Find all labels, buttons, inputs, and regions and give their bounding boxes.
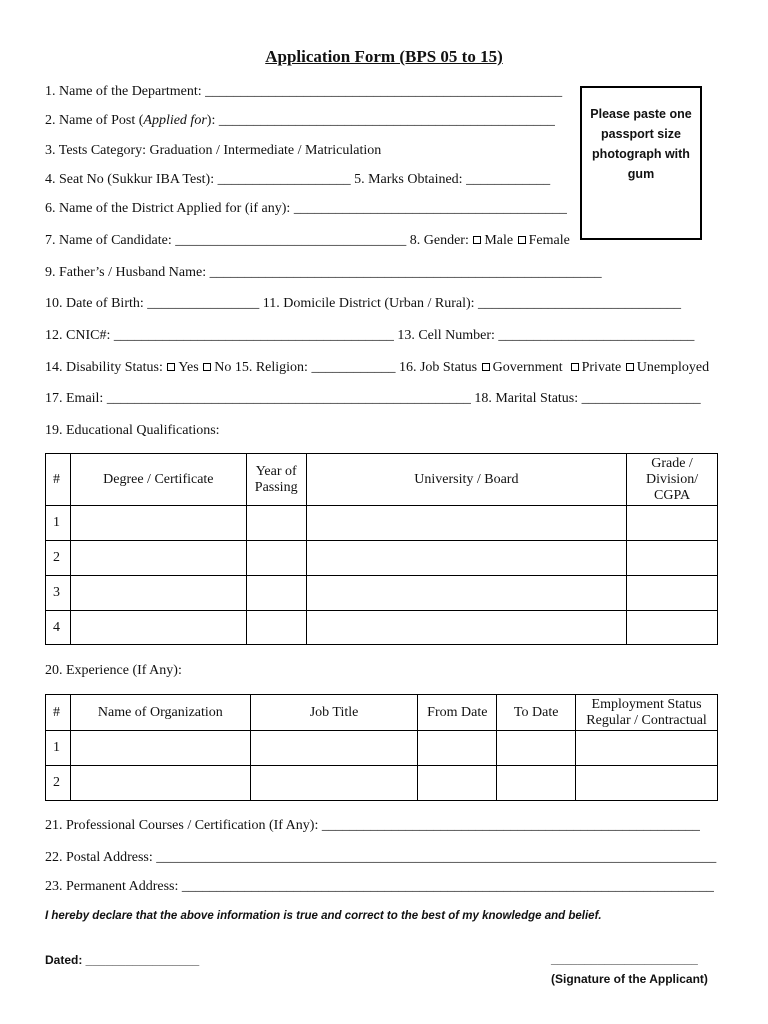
photo-instructions: Please paste one passport size photograph with gum bbox=[590, 107, 692, 181]
table-row bbox=[46, 576, 718, 611]
degree-cell[interactable] bbox=[70, 506, 246, 541]
job-private-label: Private bbox=[581, 360, 622, 375]
from-date-cell[interactable] bbox=[418, 766, 497, 801]
organization-cell[interactable] bbox=[70, 731, 250, 766]
father-husband-field[interactable]: 9. Father’s / Husband Name: ________________________________________________________ bbox=[45, 265, 602, 280]
experience-header-row bbox=[46, 695, 718, 731]
grade-cell[interactable] bbox=[627, 506, 718, 541]
edu-col-grade: Grade / Division/ CGPA bbox=[627, 454, 718, 506]
photo-box bbox=[580, 86, 702, 240]
degree-cell[interactable] bbox=[70, 611, 246, 645]
disability-no-religion-label: No 15. Religion: ____________ 16. Job Status bbox=[214, 360, 481, 375]
grade-cell[interactable] bbox=[627, 611, 718, 645]
year-cell[interactable] bbox=[246, 541, 306, 576]
dated-label: Dated: bbox=[45, 953, 83, 967]
edu-col-number: # bbox=[46, 454, 71, 506]
candidate-gender-field[interactable] bbox=[45, 233, 570, 249]
to-date-cell[interactable] bbox=[497, 731, 576, 766]
to-date-cell[interactable] bbox=[497, 766, 576, 801]
row-number: 2 bbox=[46, 766, 71, 801]
dated-field[interactable] bbox=[45, 953, 199, 967]
row-number: 3 bbox=[46, 576, 71, 611]
university-cell[interactable] bbox=[306, 576, 626, 611]
disability-label: 14. Disability Status: bbox=[45, 360, 167, 375]
exp-col-organization: Name of Organization bbox=[70, 695, 250, 731]
gender-male-checkbox[interactable] bbox=[473, 236, 481, 244]
cnic-cell-field[interactable]: 12. CNIC#: ________________________________________ 13. Cell Number: ____________________________ bbox=[45, 328, 695, 343]
organization-cell[interactable] bbox=[70, 766, 250, 801]
row-number: 1 bbox=[46, 506, 71, 541]
permanent-address-field[interactable]: 23. Permanent Address: ____________________________________________________________________________ bbox=[45, 879, 714, 894]
from-date-cell[interactable] bbox=[418, 731, 497, 766]
exp-col-employment-status: Employment Status Regular / Contractual bbox=[576, 695, 718, 731]
exp-col-job-title: Job Title bbox=[250, 695, 418, 731]
education-header-row bbox=[46, 454, 718, 506]
department-field[interactable]: 1. Name of the Department: ___________________________________________________ bbox=[45, 84, 563, 99]
university-cell[interactable] bbox=[306, 611, 626, 645]
job-title-cell[interactable] bbox=[250, 766, 418, 801]
status-cell[interactable] bbox=[576, 731, 718, 766]
signature-line[interactable]: ______________________ bbox=[551, 952, 698, 966]
row-number: 1 bbox=[46, 731, 71, 766]
university-cell[interactable] bbox=[306, 541, 626, 576]
gender-male-label: Male bbox=[484, 233, 514, 248]
signature-label: (Signature of the Applicant) bbox=[551, 972, 708, 986]
district-applied-field[interactable]: 6. Name of the District Applied for (if any): _______________________________________ bbox=[45, 201, 567, 216]
experience-table bbox=[45, 694, 718, 801]
dated-line: _________________ bbox=[82, 953, 200, 967]
disability-religion-job-field[interactable] bbox=[45, 360, 709, 376]
job-private-checkbox[interactable] bbox=[571, 363, 579, 371]
disability-no-checkbox[interactable] bbox=[203, 363, 211, 371]
candidate-name-label: 7. Name of Candidate: _________________________________ 8. Gender: bbox=[45, 233, 473, 248]
degree-cell[interactable] bbox=[70, 576, 246, 611]
disability-yes-checkbox[interactable] bbox=[167, 363, 175, 371]
exp-col-number: # bbox=[46, 695, 71, 731]
university-cell[interactable] bbox=[306, 506, 626, 541]
table-row bbox=[46, 541, 718, 576]
year-cell[interactable] bbox=[246, 611, 306, 645]
disability-yes-label: Yes bbox=[178, 360, 199, 375]
grade-cell[interactable] bbox=[627, 541, 718, 576]
table-row bbox=[46, 731, 718, 766]
exp-col-to-date: To Date bbox=[497, 695, 576, 731]
gender-female-label: Female bbox=[528, 233, 570, 248]
seat-marks-field[interactable]: 4. Seat No (Sukkur IBA Test): ___________________ 5. Marks Obtained: ____________ bbox=[45, 172, 551, 187]
row-number: 4 bbox=[46, 611, 71, 645]
job-gov-checkbox[interactable] bbox=[482, 363, 490, 371]
postal-address-field[interactable]: 22. Postal Address: ________________________________________________________________________________ bbox=[45, 850, 717, 865]
declaration-text: I hereby declare that the above information is true and correct to the best of my knowledge and belief. bbox=[45, 910, 602, 922]
form-title: Application Form (BPS 05 to 15) bbox=[265, 47, 503, 66]
education-heading: 19. Educational Qualifications: bbox=[45, 423, 220, 438]
row-number: 2 bbox=[46, 541, 71, 576]
job-gov-label: Government bbox=[492, 360, 563, 375]
status-cell[interactable] bbox=[576, 766, 718, 801]
year-cell[interactable] bbox=[246, 576, 306, 611]
table-row bbox=[46, 766, 718, 801]
job-unemployed-checkbox[interactable] bbox=[626, 363, 634, 371]
edu-col-degree: Degree / Certificate bbox=[70, 454, 246, 506]
job-title-cell[interactable] bbox=[250, 731, 418, 766]
email-marital-field[interactable]: 17. Email: ____________________________________________________ 18. Marital Status: _________________ bbox=[45, 391, 701, 406]
year-cell[interactable] bbox=[246, 506, 306, 541]
degree-cell[interactable] bbox=[70, 541, 246, 576]
exp-col-from-date: From Date bbox=[418, 695, 497, 731]
courses-field[interactable]: 21. Professional Courses / Certification (If Any): ______________________________________________________ bbox=[45, 818, 700, 833]
post-label: 2. Name of Post ( bbox=[45, 113, 144, 128]
education-table bbox=[45, 453, 718, 645]
post-field[interactable] bbox=[45, 113, 555, 129]
experience-heading: 20. Experience (If Any): bbox=[45, 663, 182, 678]
table-row bbox=[46, 506, 718, 541]
job-unemployed-label: Unemployed bbox=[636, 360, 710, 375]
post-line: ): ________________________________________________ bbox=[206, 113, 555, 128]
dob-domicile-field[interactable]: 10. Date of Birth: ________________ 11. Domicile District (Urban / Rural): _____________________________ bbox=[45, 296, 682, 311]
gender-female-checkbox[interactable] bbox=[518, 236, 526, 244]
table-row bbox=[46, 611, 718, 645]
applied-for-label: Applied for bbox=[143, 113, 207, 128]
tests-category-field[interactable]: 3. Tests Category: Graduation / Intermediate / Matriculation bbox=[45, 143, 382, 158]
edu-col-year: Year of Passing bbox=[246, 454, 306, 506]
grade-cell[interactable] bbox=[627, 576, 718, 611]
edu-col-university: University / Board bbox=[306, 454, 626, 506]
